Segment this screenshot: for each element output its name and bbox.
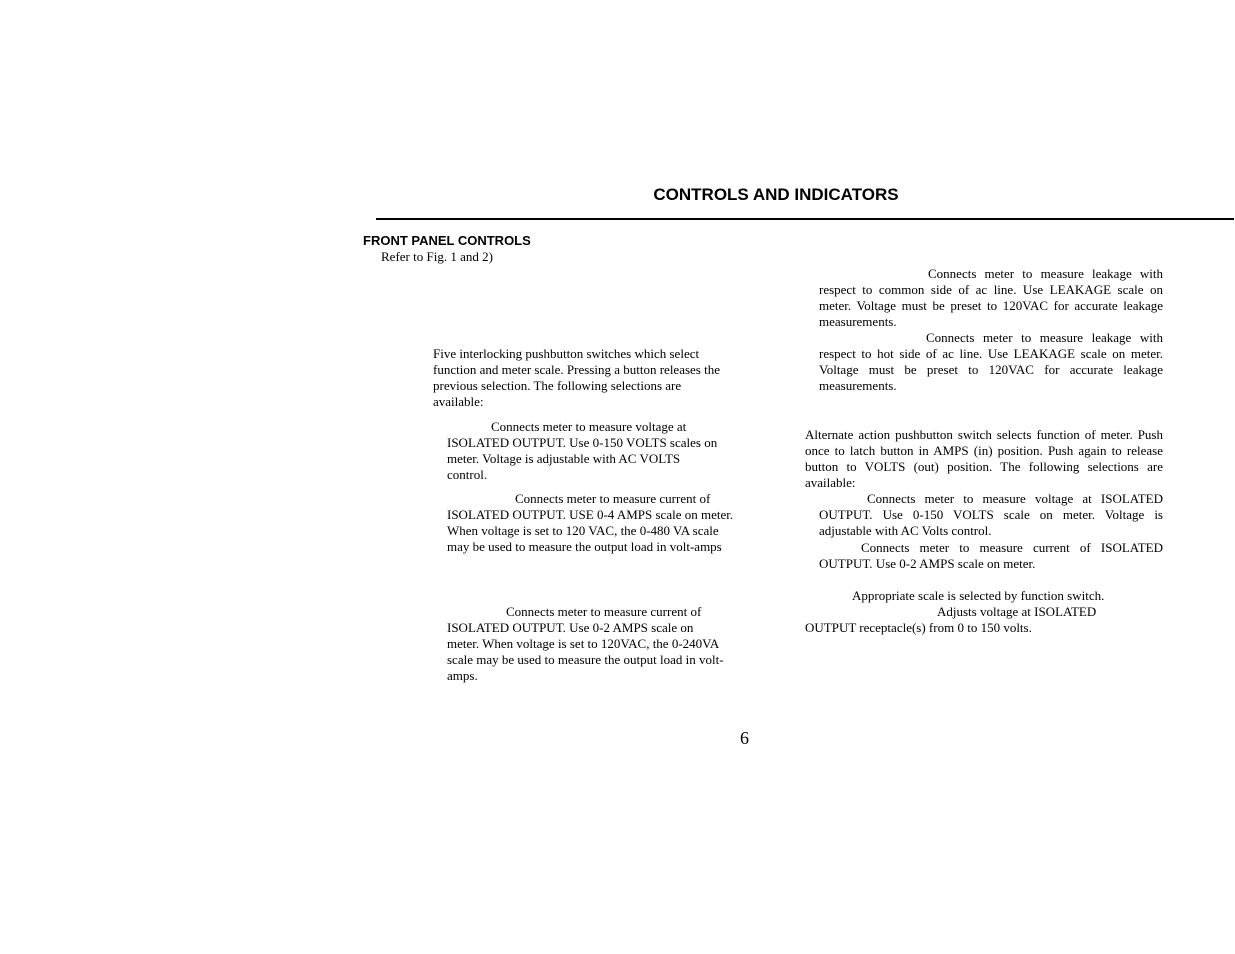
meter-scale-note: Appropriate scale is selected by function switch. — [852, 588, 1105, 603]
page-title: CONTROLS AND INDICATORS — [653, 185, 899, 204]
volts-function-description: Connects meter to measure voltage at ISOLATED OUTPUT. Use 0-150 VOLTS scale on meter. Voltage is adjustable with AC Volts control. — [819, 491, 1163, 539]
amps-2-selection-description: Connects meter to measure current of ISOLATED OUTPUT. Use 0-2 AMPS scale on meter. When voltage is set to 120VAC, the 0-240VA scale may be used to measure the output load in volt-amps. — [447, 604, 724, 684]
amps-function-description: Connects meter to measure current of ISOLATED OUTPUT. Use 0-2 AMPS scale on meter. — [819, 540, 1163, 572]
volts-selection-description: Connects meter to measure voltage at ISOLATED OUTPUT. Use 0-150 VOLTS scales on meter. Voltage is adjustable with AC VOLTS control. — [447, 419, 718, 483]
figure-reference: Refer to Fig. 1 and 2) — [381, 249, 493, 264]
ac-volts-control-description-line2: OUTPUT receptacle(s) from 0 to 150 volts. — [805, 620, 1032, 635]
section-heading: FRONT PANEL CONTROLS — [363, 233, 531, 248]
title-divider — [376, 218, 1234, 220]
ac-volts-control-description-line1: Adjusts voltage at ISOLATED — [937, 604, 1097, 619]
amps-4-selection-description: Connects meter to measure current of ISOLATED OUTPUT. USE 0-4 AMPS scale on meter. When voltage is set to 120 VAC, the 0-480 VA scale may be used to measure the output load in volt-amps — [447, 491, 734, 555]
meter-function-switch-description: Alternate action pushbutton switch selects function of meter. Push once to latch button in AMPS (in) position. Push again to release button to VOLTS (out) position. The following selections are available: — [805, 427, 1163, 491]
leakage-common-description: Connects meter to measure leakage with respect to common side of ac line. Use LEAKAGE scale on meter. Voltage must be preset to 120VAC for accurate leakage measurements. — [819, 266, 1163, 330]
page-number: 6 — [740, 728, 749, 748]
leakage-hot-description: Connects meter to measure leakage with respect to hot side of ac line. Use LEAKAGE scale on meter. Voltage must be preset to 120VAC for accurate leakage measurements. — [819, 330, 1163, 394]
function-selector-description: Five interlocking pushbutton switches which select function and meter scale. Pressing a button releases the previous selection. The following selections are available: — [433, 346, 720, 410]
